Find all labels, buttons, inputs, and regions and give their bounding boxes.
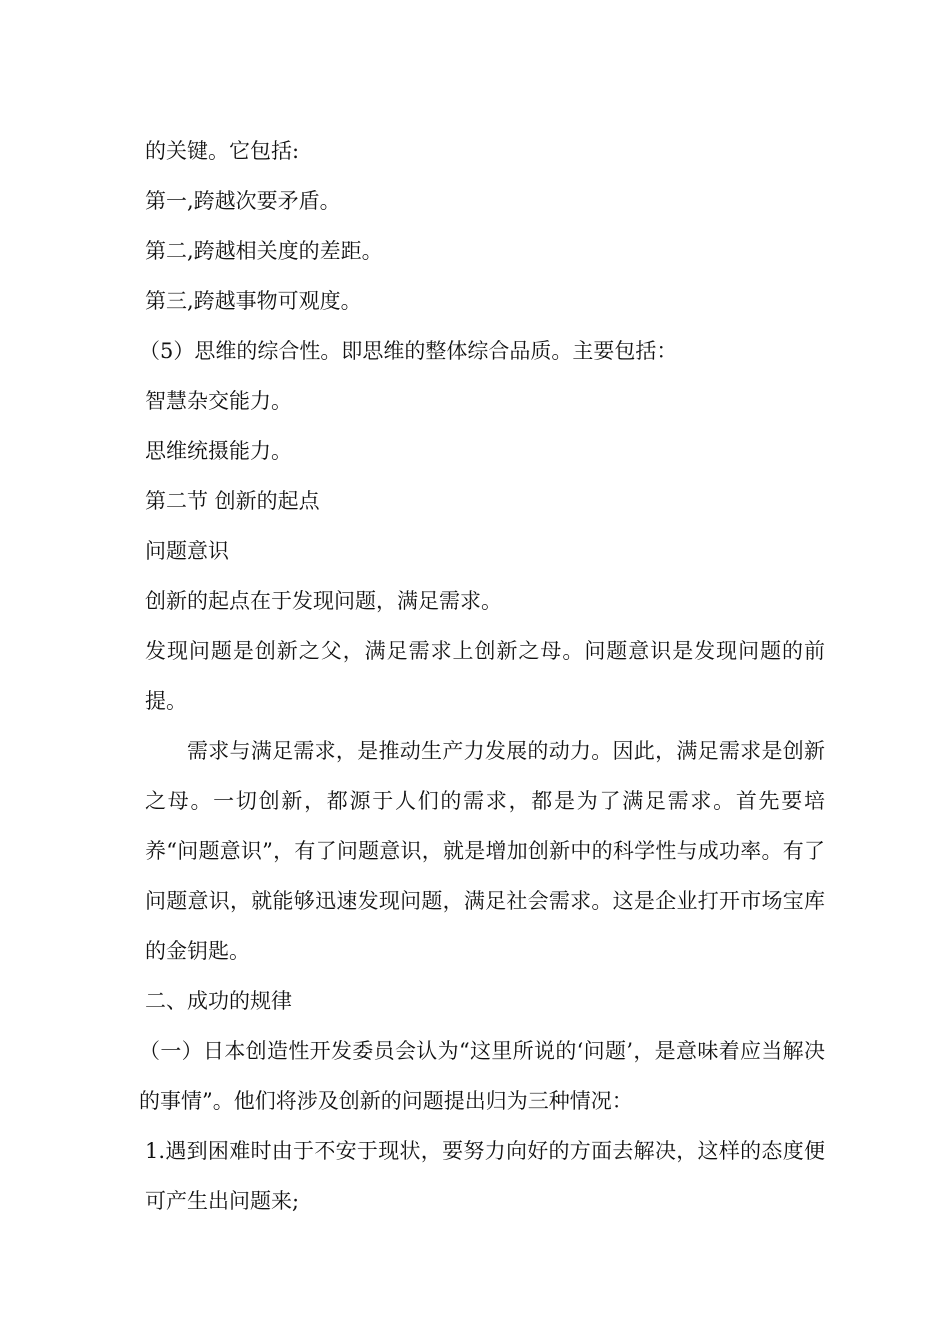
text-line: 创新的起点在于发现问题，满足需求。 (145, 589, 502, 613)
paragraph-problem-awareness: 发现问题是创新之父，满足需求上创新之母。问题意识是发现问题的前提。 (145, 639, 825, 713)
text-line: 的关键。它包括: (145, 139, 300, 163)
heading-success-rule: 二、成功的规律 (145, 989, 292, 1013)
text-line: 思维统摄能力。 (145, 439, 292, 463)
text-line: 第三,跨越事物可观度。 (145, 289, 362, 313)
text-line: 第一,跨越次要矛盾。 (145, 189, 341, 213)
subheading: 问题意识 (145, 539, 229, 563)
section-point-5: （5）思维的综合性。即思维的整体综合品质。主要包括： (139, 339, 678, 363)
paragraph-item-1: 1.遇到困难时由于不安于现状，要努力向好的方面去解决，这样的态度便可产生出问题来; (145, 1139, 825, 1213)
text-line: 智慧杂交能力。 (145, 389, 292, 413)
paragraph-japan-committee: （一）日本创造性开发委员会认为“这里所说的‘问题’，是意味着应当解决的事情”。他们将涉及创新的问题提出归为三种情况： (139, 1039, 825, 1113)
document-body (139, 126, 825, 1226)
paragraph-demand: 需求与满足需求，是推动生产力发展的动力。因此，满足需求是创新之母。一切创新，都源于人们的需求，都是为了满足需求。首先要培养“问题意识”，有了问题意识，就是增加创新中的科学性与成功率。有了问题意识，就能够迅速发现问题，满足社会需求。这是企业打开市场宝库的金钥匙。 (145, 739, 825, 963)
section-heading: 第二节 创新的起点 (145, 489, 320, 513)
text-line: 第二,跨越相关度的差距。 (145, 239, 383, 263)
